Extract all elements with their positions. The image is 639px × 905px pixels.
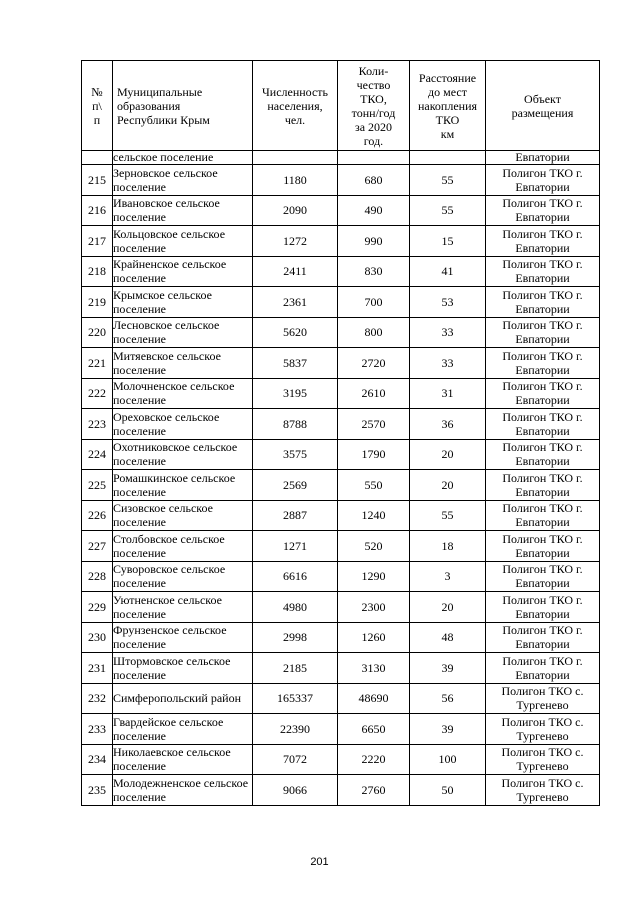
cell-num: 229 bbox=[82, 592, 113, 623]
cell-facility: Полигон ТКО г. Евпатории bbox=[486, 531, 600, 562]
cell-population: 2887 bbox=[253, 500, 338, 531]
cell-tko-amount: 2720 bbox=[338, 348, 410, 379]
cell-population: 2998 bbox=[253, 622, 338, 653]
cell-facility: Полигон ТКО г. Евпатории bbox=[486, 592, 600, 623]
header-population: Численность населения, чел. bbox=[253, 61, 338, 151]
cell-facility: Полигон ТКО г. Евпатории bbox=[486, 470, 600, 501]
cell-municipality: Молочненское сельское поселение bbox=[113, 378, 253, 409]
cell-facility: Полигон ТКО г. Евпатории bbox=[486, 439, 600, 470]
cell-population: 5620 bbox=[253, 317, 338, 348]
cell-population: 7072 bbox=[253, 744, 338, 775]
cell-num: 222 bbox=[82, 378, 113, 409]
cell-municipality: Зерновское сельское поселение bbox=[113, 165, 253, 196]
cell-num: 217 bbox=[82, 226, 113, 257]
table-row bbox=[82, 653, 600, 684]
cell-tko-amount: 680 bbox=[338, 165, 410, 196]
cell-tko-amount: 48690 bbox=[338, 683, 410, 714]
cell-municipality: сельское поселение bbox=[113, 151, 253, 165]
table-row bbox=[82, 226, 600, 257]
cell-municipality: Симферопольский район bbox=[113, 683, 253, 714]
cell-municipality: Кольцовское сельское поселение bbox=[113, 226, 253, 257]
cell-municipality: Столбовское сельское поселение bbox=[113, 531, 253, 562]
cell-facility: Полигон ТКО г. Евпатории bbox=[486, 622, 600, 653]
cell-municipality: Молодежненское сельское поселение bbox=[113, 775, 253, 806]
table-row bbox=[82, 744, 600, 775]
cell-municipality: Охотниковское сельское поселение bbox=[113, 439, 253, 470]
cell-tko-amount: 830 bbox=[338, 256, 410, 287]
cell-facility: Полигон ТКО с. Тургенево bbox=[486, 744, 600, 775]
cell-municipality: Ивановское сельское поселение bbox=[113, 195, 253, 226]
table-row bbox=[82, 439, 600, 470]
cell-population: 2569 bbox=[253, 470, 338, 501]
cell-population bbox=[253, 151, 338, 165]
continuation-row bbox=[82, 151, 600, 165]
cell-tko-amount: 800 bbox=[338, 317, 410, 348]
cell-municipality: Суворовское сельское поселение bbox=[113, 561, 253, 592]
table-row bbox=[82, 622, 600, 653]
header-tko-amount: Коли- чество ТКО, тонн/год за 2020 год. bbox=[338, 61, 410, 151]
cell-tko-amount: 2610 bbox=[338, 378, 410, 409]
cell-num: 219 bbox=[82, 287, 113, 318]
cell-distance: 39 bbox=[410, 653, 486, 684]
cell-num: 231 bbox=[82, 653, 113, 684]
cell-distance: 31 bbox=[410, 378, 486, 409]
cell-distance: 33 bbox=[410, 317, 486, 348]
cell-tko-amount: 990 bbox=[338, 226, 410, 257]
cell-municipality: Крымское сельское поселение bbox=[113, 287, 253, 318]
cell-facility: Полигон ТКО г. Евпатории bbox=[486, 409, 600, 440]
cell-population: 9066 bbox=[253, 775, 338, 806]
cell-population: 1272 bbox=[253, 226, 338, 257]
cell-num: 228 bbox=[82, 561, 113, 592]
cell-facility: Полигон ТКО г. Евпатории bbox=[486, 317, 600, 348]
cell-population: 3195 bbox=[253, 378, 338, 409]
cell-num: 221 bbox=[82, 348, 113, 379]
cell-distance: 48 bbox=[410, 622, 486, 653]
cell-municipality: Фрунзенское сельское поселение bbox=[113, 622, 253, 653]
table-row bbox=[82, 683, 600, 714]
cell-num: 232 bbox=[82, 683, 113, 714]
table-row bbox=[82, 531, 600, 562]
data-table bbox=[81, 60, 600, 806]
cell-municipality: Лесновское сельское поселение bbox=[113, 317, 253, 348]
cell-distance bbox=[410, 151, 486, 165]
table-row bbox=[82, 409, 600, 440]
cell-distance: 36 bbox=[410, 409, 486, 440]
cell-facility: Полигон ТКО г. Евпатории bbox=[486, 348, 600, 379]
cell-population: 8788 bbox=[253, 409, 338, 440]
cell-distance: 55 bbox=[410, 165, 486, 196]
cell-tko-amount: 1790 bbox=[338, 439, 410, 470]
table-row bbox=[82, 256, 600, 287]
cell-facility: Полигон ТКО г. Евпатории bbox=[486, 195, 600, 226]
cell-distance: 55 bbox=[410, 195, 486, 226]
cell-population: 1180 bbox=[253, 165, 338, 196]
cell-num bbox=[82, 151, 113, 165]
cell-tko-amount: 6650 bbox=[338, 714, 410, 745]
cell-population: 2185 bbox=[253, 653, 338, 684]
cell-tko-amount: 1290 bbox=[338, 561, 410, 592]
cell-facility: Полигон ТКО г. Евпатории bbox=[486, 561, 600, 592]
cell-distance: 50 bbox=[410, 775, 486, 806]
cell-distance: 56 bbox=[410, 683, 486, 714]
table-row bbox=[82, 287, 600, 318]
table-row bbox=[82, 378, 600, 409]
cell-distance: 20 bbox=[410, 439, 486, 470]
cell-distance: 18 bbox=[410, 531, 486, 562]
table-row bbox=[82, 500, 600, 531]
header-distance: Расстояние до мест накопления ТКО км bbox=[410, 61, 486, 151]
cell-num: 224 bbox=[82, 439, 113, 470]
cell-tko-amount bbox=[338, 151, 410, 165]
cell-distance: 53 bbox=[410, 287, 486, 318]
cell-tko-amount: 2300 bbox=[338, 592, 410, 623]
cell-facility: Полигон ТКО г. Евпатории bbox=[486, 226, 600, 257]
cell-municipality: Штормовское сельское поселение bbox=[113, 653, 253, 684]
cell-population: 2090 bbox=[253, 195, 338, 226]
header-municipality: Муниципальные образования Республики Крым bbox=[113, 61, 253, 151]
cell-tko-amount: 1260 bbox=[338, 622, 410, 653]
cell-tko-amount: 2760 bbox=[338, 775, 410, 806]
cell-distance: 41 bbox=[410, 256, 486, 287]
cell-num: 223 bbox=[82, 409, 113, 440]
cell-distance: 3 bbox=[410, 561, 486, 592]
header-facility: Объект размещения bbox=[486, 61, 600, 151]
cell-population: 22390 bbox=[253, 714, 338, 745]
cell-facility: Полигон ТКО с. Тургенево bbox=[486, 775, 600, 806]
cell-tko-amount: 490 bbox=[338, 195, 410, 226]
table-row bbox=[82, 195, 600, 226]
table-row bbox=[82, 775, 600, 806]
cell-num: 233 bbox=[82, 714, 113, 745]
table-header-row bbox=[82, 61, 600, 151]
cell-distance: 33 bbox=[410, 348, 486, 379]
cell-num: 230 bbox=[82, 622, 113, 653]
cell-num: 220 bbox=[82, 317, 113, 348]
cell-municipality: Крайненское сельское поселение bbox=[113, 256, 253, 287]
cell-municipality: Сизовское сельское поселение bbox=[113, 500, 253, 531]
cell-facility: Полигон ТКО г. Евпатории bbox=[486, 500, 600, 531]
cell-facility: Полигон ТКО с. Тургенево bbox=[486, 714, 600, 745]
table-row bbox=[82, 348, 600, 379]
cell-num: 235 bbox=[82, 775, 113, 806]
cell-municipality: Уютненское сельское поселение bbox=[113, 592, 253, 623]
cell-facility: Полигон ТКО г. Евпатории bbox=[486, 165, 600, 196]
cell-facility: Полигон ТКО г. Евпатории bbox=[486, 653, 600, 684]
cell-num: 227 bbox=[82, 531, 113, 562]
cell-tko-amount: 1240 bbox=[338, 500, 410, 531]
table-row bbox=[82, 470, 600, 501]
table-row bbox=[82, 317, 600, 348]
cell-municipality: Ореховское сельское поселение bbox=[113, 409, 253, 440]
cell-tko-amount: 3130 bbox=[338, 653, 410, 684]
cell-num: 218 bbox=[82, 256, 113, 287]
table-row bbox=[82, 592, 600, 623]
cell-distance: 20 bbox=[410, 470, 486, 501]
cell-num: 226 bbox=[82, 500, 113, 531]
cell-municipality: Митяевское сельское поселение bbox=[113, 348, 253, 379]
cell-population: 5837 bbox=[253, 348, 338, 379]
cell-distance: 55 bbox=[410, 500, 486, 531]
page-number: 201 bbox=[310, 856, 329, 868]
cell-tko-amount: 2220 bbox=[338, 744, 410, 775]
cell-facility: Евпатории bbox=[486, 151, 600, 165]
cell-facility: Полигон ТКО с. Тургенево bbox=[486, 683, 600, 714]
table-row bbox=[82, 714, 600, 745]
cell-municipality: Николаевское сельское поселение bbox=[113, 744, 253, 775]
cell-municipality: Гвардейское сельское поселение bbox=[113, 714, 253, 745]
cell-tko-amount: 550 bbox=[338, 470, 410, 501]
table-row bbox=[82, 561, 600, 592]
cell-num: 216 bbox=[82, 195, 113, 226]
cell-distance: 100 bbox=[410, 744, 486, 775]
cell-num: 215 bbox=[82, 165, 113, 196]
cell-population: 165337 bbox=[253, 683, 338, 714]
cell-population: 2411 bbox=[253, 256, 338, 287]
cell-distance: 15 bbox=[410, 226, 486, 257]
cell-municipality: Ромашкинское сельское поселение bbox=[113, 470, 253, 501]
cell-facility: Полигон ТКО г. Евпатории bbox=[486, 256, 600, 287]
cell-population: 3575 bbox=[253, 439, 338, 470]
cell-num: 225 bbox=[82, 470, 113, 501]
cell-tko-amount: 520 bbox=[338, 531, 410, 562]
cell-population: 1271 bbox=[253, 531, 338, 562]
cell-tko-amount: 2570 bbox=[338, 409, 410, 440]
cell-population: 2361 bbox=[253, 287, 338, 318]
cell-distance: 39 bbox=[410, 714, 486, 745]
cell-population: 4980 bbox=[253, 592, 338, 623]
cell-num: 234 bbox=[82, 744, 113, 775]
cell-population: 6616 bbox=[253, 561, 338, 592]
cell-facility: Полигон ТКО г. Евпатории bbox=[486, 287, 600, 318]
cell-tko-amount: 700 bbox=[338, 287, 410, 318]
cell-facility: Полигон ТКО г. Евпатории bbox=[486, 378, 600, 409]
header-num: № п\ п bbox=[82, 61, 113, 151]
cell-distance: 20 bbox=[410, 592, 486, 623]
table-row bbox=[82, 165, 600, 196]
